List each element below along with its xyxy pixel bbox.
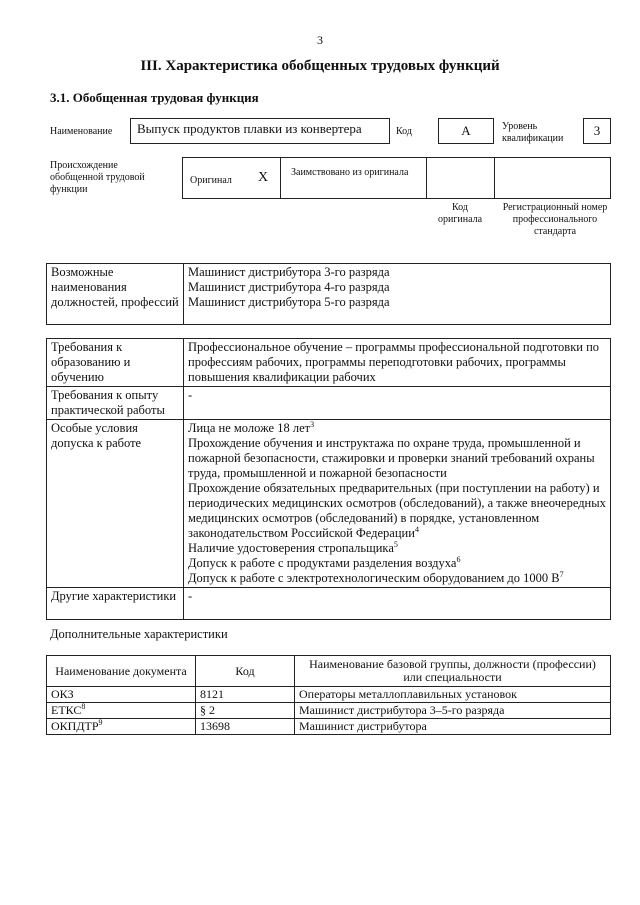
special-condition-item: Лица не моложе 18 лет$^3$: [188, 419, 315, 435]
other-characteristics-value: -: [184, 588, 611, 620]
special-condition-item: Наличие удостоверения стропальщика$^5$: [188, 539, 398, 555]
row-name: Машинист дистрибутора 3–5-го разряда: [295, 703, 611, 719]
special-conditions-label: Особые условия допуска к работе: [47, 420, 184, 588]
subsection-title: 3.1. Обобщенная трудовая функция: [50, 90, 259, 105]
origin-label: Происхождение обобщенной трудовой функции: [50, 160, 145, 195]
original-checkmark: X: [258, 170, 269, 185]
position-item: Машинист дистрибутора 5-го разряда: [188, 295, 390, 309]
special-condition-item: Допуск к работе с электротехнологическим оборудованием до 1000 $В^7$: [188, 569, 564, 585]
row-name: Операторы металлоплавильных установок: [295, 687, 611, 703]
additional-title: Дополнительные характеристики: [50, 627, 228, 641]
level-label: Уровень квалификации: [502, 121, 564, 144]
positions-list: [184, 264, 611, 325]
code-original-label: Код оригинала: [437, 202, 483, 225]
additional-table: [46, 655, 611, 735]
experience-value: -: [184, 387, 611, 420]
education-label: Требования к образованию и обучению: [47, 339, 184, 387]
positions-table: [46, 263, 611, 325]
row-doc: ОКПДТР$^9$: [47, 719, 196, 735]
positions-label: Возможные наименования должностей, профессий: [47, 264, 184, 325]
level-value: 3: [593, 123, 601, 138]
other-characteristics-label: Другие характеристики: [47, 588, 184, 620]
original-label: Оригинал: [190, 175, 232, 186]
header-name: Наименование базовой группы, должности (профессии) или специальности: [295, 656, 611, 687]
requirements-table: [46, 338, 611, 620]
header-doc: Наименование документа: [47, 656, 196, 687]
page-number: 3: [317, 33, 323, 47]
table-row: [47, 687, 611, 703]
row-doc: ОКЗ: [47, 687, 196, 703]
special-condition-item: Прохождение обучения и инструктажа по охране труда, промышленной и пожарной безопасности, стажировки и проверки знаний требований охраны труда, промышленной и пожарной безопасности: [188, 436, 595, 480]
position-item: Машинист дистрибутора 4-го разряда: [188, 280, 390, 294]
row-code: § 2: [196, 703, 295, 719]
special-conditions-list: [184, 420, 611, 588]
code-value: А: [461, 123, 471, 138]
education-value: Профессиональное обучение – программы профессиональной подготовки по профессиям рабочих, программы переподготовки рабочих, программы повышения квалификации рабочих: [184, 339, 611, 387]
function-name-value: Выпуск продуктов плавки из конвертера: [137, 121, 362, 136]
table-row: [47, 703, 611, 719]
special-condition-item: Допуск к работе с продуктами разделения воздуха$^6$: [188, 554, 461, 570]
origin-divider-3: [494, 157, 495, 199]
table-row: [47, 719, 611, 735]
origin-divider-1: [280, 157, 281, 199]
header-code: Код: [196, 656, 295, 687]
section-title: III. Характеристика обобщенных трудовых функций: [140, 58, 500, 74]
borrowed-label: Заимствовано из оригинала: [291, 167, 409, 178]
level-value-box: [583, 118, 611, 144]
function-name-box: [130, 118, 390, 144]
position-item: Машинист дистрибутора 3-го разряда: [188, 265, 390, 279]
row-code: 8121: [196, 687, 295, 703]
row-doc: ЕТКС$^8$: [47, 703, 196, 719]
code-value-box: [438, 118, 494, 144]
row-name: Машинист дистрибутора: [295, 719, 611, 735]
experience-label: Требования к опыту практической работы: [47, 387, 184, 420]
reg-number-label: Регистрационный номер профессионального стандарта: [502, 202, 608, 237]
name-label: Наименование: [50, 126, 113, 137]
origin-divider-2: [426, 157, 427, 199]
special-condition-item: Прохождение обязательных предварительных (при поступлении на работу) и периодических медицинских осмотров (обследований), а также внеочередных медицинских осмотров (обследований) в порядке, установленном законодательством Российской Федерации$^4$: [188, 481, 606, 540]
code-label: Код: [396, 126, 412, 137]
row-code: 13698: [196, 719, 295, 735]
